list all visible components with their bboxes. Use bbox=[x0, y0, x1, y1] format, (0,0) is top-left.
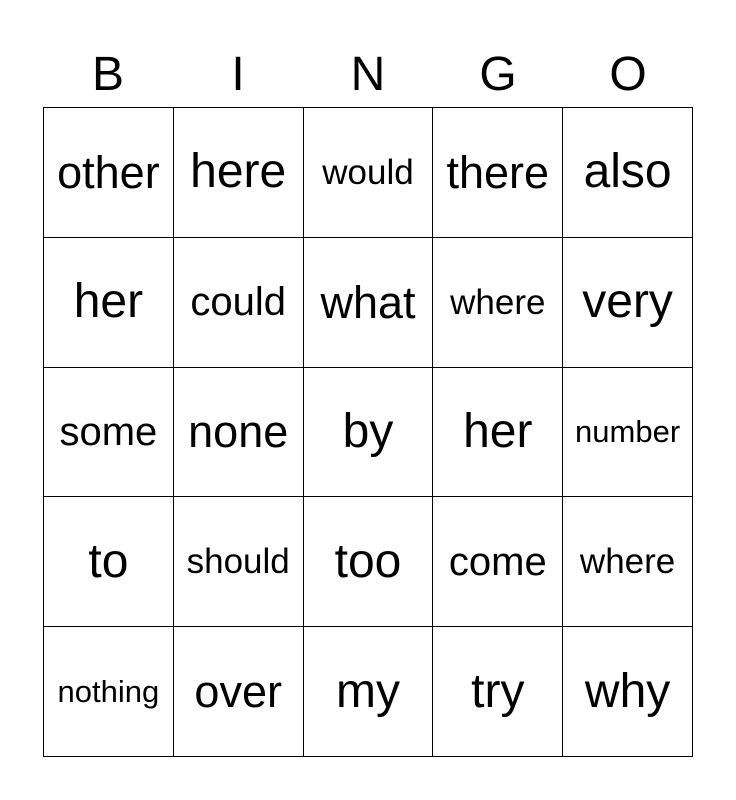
bingo-cell: by bbox=[304, 368, 434, 498]
bingo-cell: number bbox=[563, 368, 693, 498]
bingo-cell: could bbox=[174, 238, 304, 368]
bingo-cell: none bbox=[174, 368, 304, 498]
header-letter-g: G bbox=[479, 48, 517, 101]
bingo-cell: very bbox=[563, 238, 693, 368]
bingo-cell: there bbox=[433, 108, 563, 238]
bingo-cell: too bbox=[304, 497, 434, 627]
header-letter-o: O bbox=[609, 48, 647, 101]
bingo-cell: also bbox=[563, 108, 693, 238]
bingo-cell: over bbox=[174, 627, 304, 757]
header-letter-n: N bbox=[350, 48, 386, 101]
bingo-cell: other bbox=[44, 108, 174, 238]
bingo-cell: here bbox=[174, 108, 304, 238]
bingo-cell: her bbox=[433, 368, 563, 498]
bingo-cell: my bbox=[304, 627, 434, 757]
bingo-cell: try bbox=[433, 627, 563, 757]
bingo-cell: would bbox=[304, 108, 434, 238]
bingo-cell: where bbox=[433, 238, 563, 368]
bingo-cell: her bbox=[44, 238, 174, 368]
header-letter-b: B bbox=[91, 48, 124, 101]
bingo-cell: some bbox=[44, 368, 174, 498]
header-letter-i: I bbox=[231, 48, 245, 101]
bingo-board bbox=[43, 107, 693, 757]
bingo-header bbox=[43, 42, 693, 108]
bingo-cell: why bbox=[563, 627, 693, 757]
bingo-cell: should bbox=[174, 497, 304, 627]
bingo-cell: where bbox=[563, 497, 693, 627]
bingo-cell: nothing bbox=[44, 627, 174, 757]
bingo-cell: to bbox=[44, 497, 174, 627]
bingo-cell: what bbox=[304, 238, 434, 368]
bingo-cell: come bbox=[433, 497, 563, 627]
